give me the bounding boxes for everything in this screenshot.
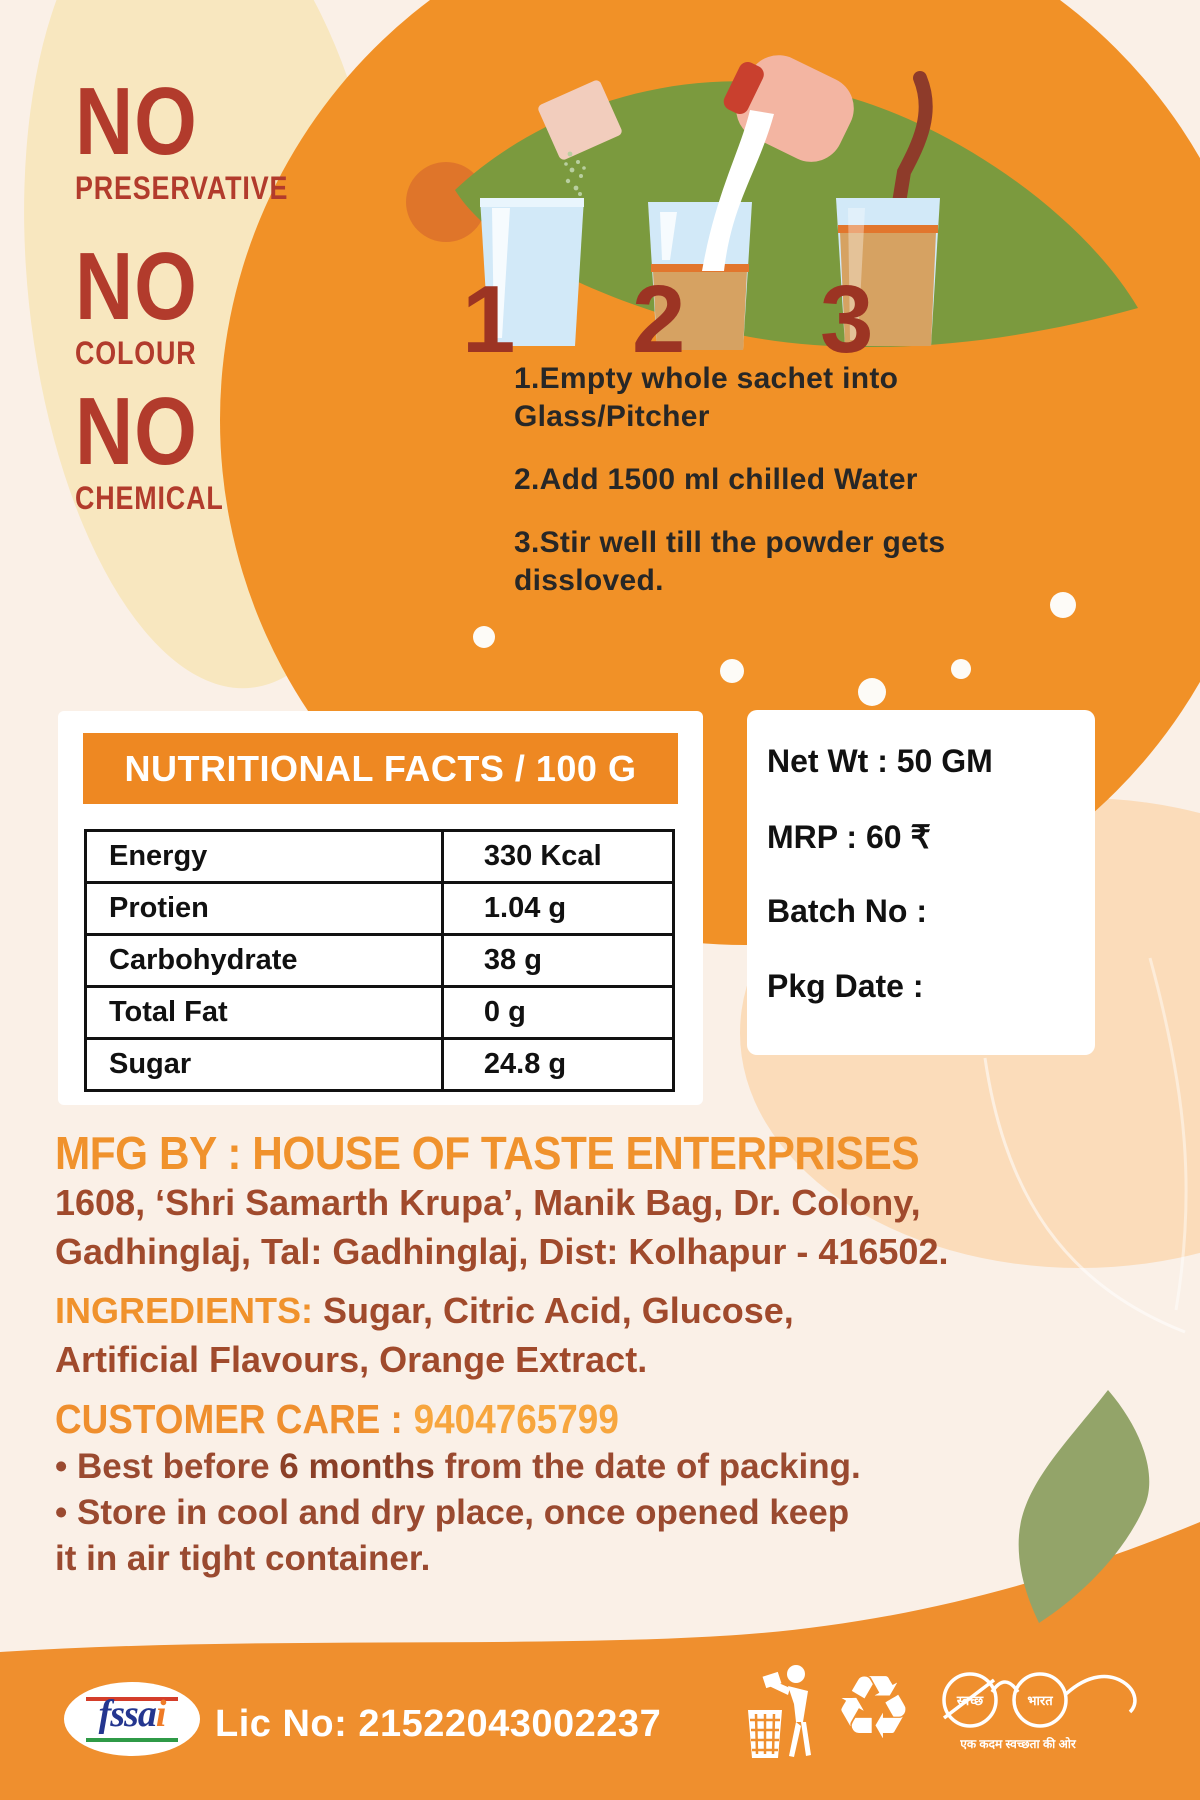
nutrient-value: 38 g [441, 936, 672, 985]
address-line-1: 1608, ‘Shri Samarth Krupa’, Manik Bag, Dr. Colony, [55, 1182, 921, 1223]
fssai-logo [64, 1682, 200, 1756]
claim-title: NO [75, 378, 198, 485]
nutrient-label: Protien [109, 892, 209, 924]
decor-dot [1050, 592, 1076, 618]
claim-label: CHEMICAL [75, 480, 224, 517]
table-row [87, 985, 672, 1037]
leaf-decor-icon [1005, 1385, 1170, 1630]
table-row [87, 881, 672, 933]
manufacturer-address [55, 1178, 948, 1276]
customer-care-line [55, 1396, 619, 1443]
nutrient-value: 1.04 g [441, 884, 672, 933]
nutrient-label: Sugar [109, 1048, 192, 1080]
nutrient-value: 24.8 g [441, 1040, 672, 1089]
claim-title: NO [75, 68, 198, 175]
table-row [87, 1037, 672, 1089]
customer-care-label: CUSTOMER CARE : [55, 1396, 403, 1442]
swachh-text-right: भारत [1027, 1693, 1053, 1708]
nutrient-value: 0 g [441, 988, 672, 1037]
preparation-steps-illustration [280, 50, 1180, 370]
decor-dot [858, 678, 886, 706]
ingredients-text: Sugar, Citric Acid, Glucose, Artificial Flavours, Orange Extract. [55, 1290, 794, 1380]
fssai-wordmark: fssai [98, 1693, 166, 1735]
claim-no-chemical [75, 378, 224, 517]
tidyman-icon [746, 1664, 820, 1760]
pkg-date: Pkg Date : [767, 968, 924, 1004]
step-number-2: 2 [632, 266, 686, 370]
batch-no: Batch No : [767, 893, 927, 929]
address-line-2: Gadhinglaj, Tal: Gadhinglaj, Dist: Kolhapur - 416502. [55, 1231, 949, 1272]
net-weight: Net Wt : 50 GM [767, 743, 993, 779]
claim-label: PRESERVATIVE [75, 170, 289, 207]
instruction-step-3: 3.Stir well till the powder gets dissloved. [514, 526, 946, 597]
instruction-step-1: 1.Empty whole sachet into Glass/Pitcher [514, 362, 899, 433]
nutrition-facts-card [58, 711, 703, 1105]
swachh-text-left: स्वच्छ [956, 1693, 984, 1708]
nutrient-label: Total Fat [109, 996, 228, 1028]
claim-no-colour [75, 233, 198, 372]
ingredients-section [55, 1286, 935, 1384]
storage-line-2: • Store in cool and dry place, once opened keep [55, 1493, 850, 1532]
nutrient-label: Carbohydrate [109, 944, 298, 976]
pack-info-box [747, 710, 1095, 1055]
step-number-3: 3 [820, 266, 874, 370]
table-row [87, 832, 672, 881]
license-number: Lic No: 21522043002237 [215, 1703, 662, 1745]
nutrition-facts-title: NUTRITIONAL FACTS / 100 G [83, 733, 678, 804]
preparation-instructions [514, 360, 996, 625]
fssai-green-bar [86, 1738, 178, 1742]
decor-dot [951, 659, 971, 679]
nutrient-label: Energy [109, 840, 208, 872]
claim-title: NO [75, 233, 198, 340]
instruction-step-2: 2.Add 1500 ml chilled Water [514, 463, 918, 496]
mrp: MRP : 60 ₹ [767, 818, 931, 855]
nutrient-value: 330 Kcal [441, 832, 672, 881]
swachh-bharat-icon [938, 1666, 1148, 1758]
customer-care-phone: 9404765799 [413, 1396, 619, 1442]
recycle-icon: ♻ [834, 1656, 913, 1759]
storage-line-3: it in air tight container. [55, 1539, 431, 1578]
swachh-caption: एक कदम स्वच्छता की ओर [960, 1737, 1076, 1751]
claim-no-preservative [75, 68, 289, 207]
table-row [87, 933, 672, 985]
step-number-1: 1 [462, 266, 516, 370]
decor-dot [720, 659, 744, 683]
claim-label: COLOUR [75, 335, 197, 372]
nutrition-facts-table [84, 829, 675, 1092]
decor-dot [473, 626, 495, 648]
manufacturer-heading: MFG BY : HOUSE OF TASTE ENTERPRISES [55, 1127, 920, 1179]
ingredients-label: INGREDIENTS: [55, 1290, 314, 1331]
best-before-line: • Best before 6 months from the date of packing. [55, 1447, 861, 1486]
